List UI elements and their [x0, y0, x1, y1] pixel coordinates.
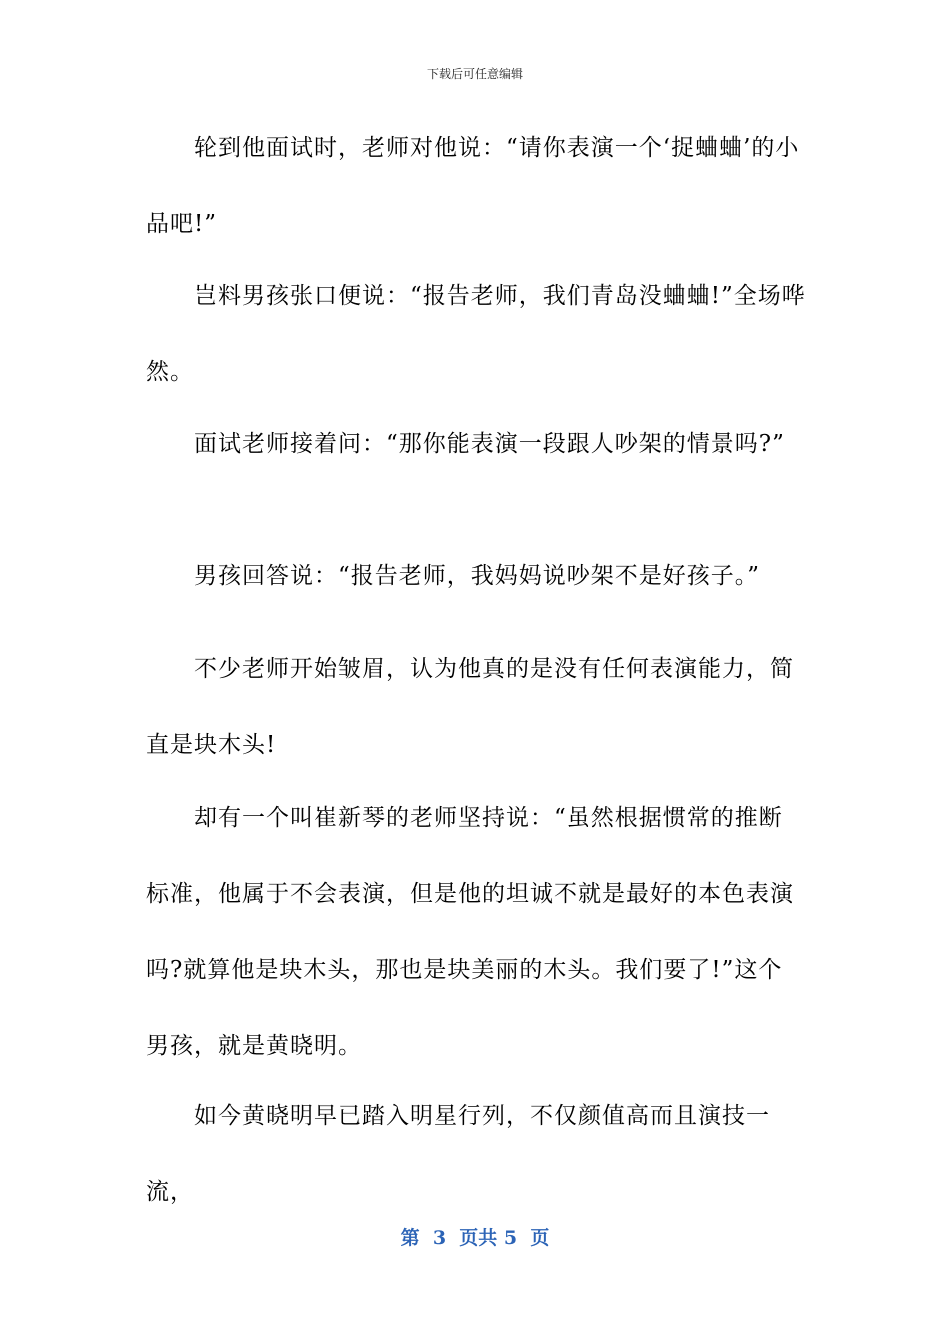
paragraph-6: 却有一个叫崔新琴的老师坚持说：“虽然根据惯常的推断标准，他属于不会表演，但是他的坦诚不就是最好的本色表演吗?就算他是块木头，那也是块美丽的木头。我们要了!”这个男孩，就是黄晓明。	[146, 805, 794, 1059]
paragraph-5: 不少老师开始皱眉，认为他真的是没有任何表演能力，简直是块木头!	[146, 656, 794, 758]
page-header: 下载后可任意编辑	[426, 67, 523, 81]
paragraph-7: 如今黄晓明早已踏入明星行列，不仅颜值高而且演技一流，	[146, 1103, 770, 1205]
paragraph-4: 男孩回答说：“报告老师，我妈妈说吵架不是好孩子。”	[194, 563, 761, 589]
paragraph-1: 轮到他面试时，老师对他说：“请你表演一个‘捉蛐蛐’的小品吧!”	[146, 135, 800, 237]
page-footer: 第 3 页共 5 页	[400, 1227, 550, 1249]
paragraph-2: 岂料男孩张口便说：“报告老师，我们青岛没蛐蛐!”全场哗然。	[146, 283, 806, 385]
paragraph-3: 面试老师接着问：“那你能表演一段跟人吵架的情景吗?”	[194, 431, 785, 457]
